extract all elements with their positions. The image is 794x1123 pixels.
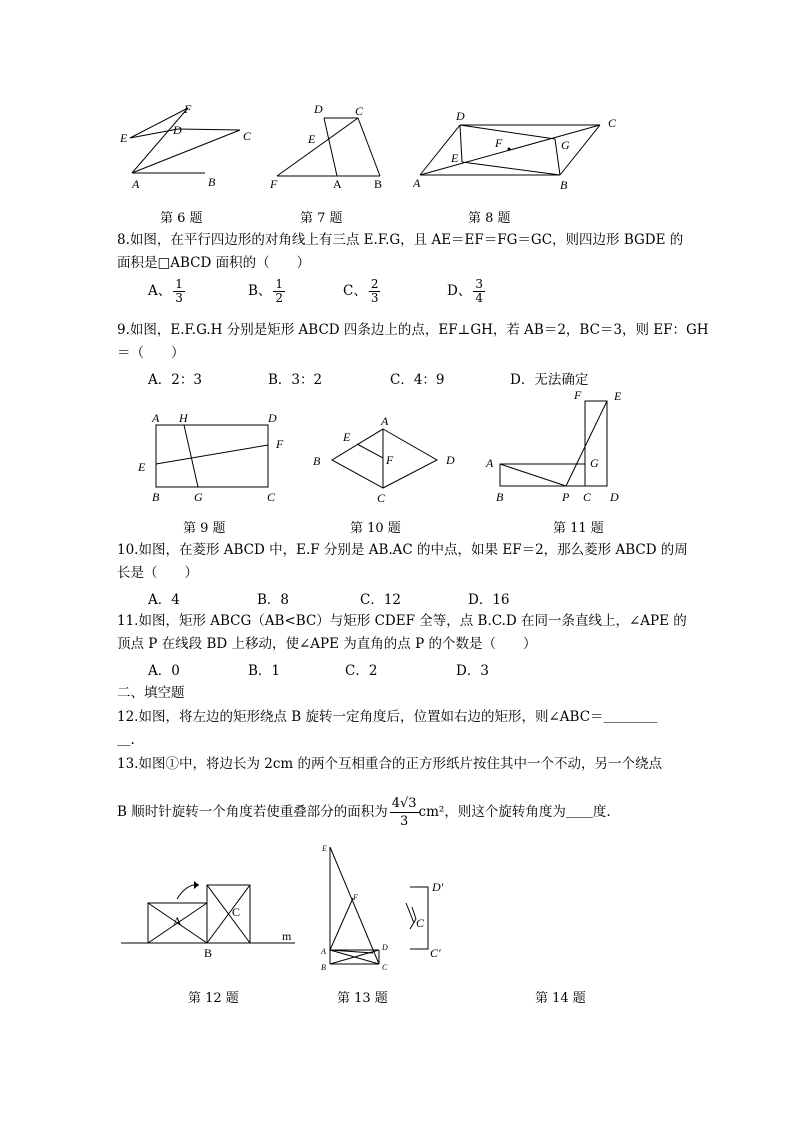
- f11-label: P: [562, 490, 570, 504]
- f7-label: F: [270, 177, 278, 191]
- figure-8: [405, 105, 625, 195]
- q8-line1: 8.如图，在平行四边形的对角线上有三点 E.F.G，且 AE＝EF＝FG＝GC，则四边形 BGDE 的: [117, 232, 684, 248]
- q9-line2: ＝（ ）: [117, 345, 185, 361]
- q10-option-d[interactable]: D．16: [468, 592, 510, 608]
- q11-line2: 顶点 P 在线段 BD 上移动，使∠APE 为直角的点 P 的个数是（ ）: [117, 636, 537, 652]
- f6-label: A: [132, 177, 140, 191]
- q8-option-d[interactable]: D、 $\frac{3}{4}$: [447, 277, 483, 305]
- q8-option-a[interactable]: A、 $\frac{1}{3}$: [148, 277, 183, 305]
- f8-label: C: [608, 116, 617, 130]
- f13-label: C: [382, 963, 388, 972]
- f6-label: E: [120, 131, 128, 145]
- f12-label: B: [204, 946, 213, 960]
- q8-option-c[interactable]: C、 $\frac{2}{3}$: [343, 277, 379, 305]
- f11-label: B: [496, 490, 504, 504]
- f13-label: F: [353, 893, 358, 902]
- f10-label: B: [313, 454, 321, 468]
- q10-option-b[interactable]: B．8: [257, 592, 290, 608]
- q11-option-c[interactable]: C．2: [345, 663, 378, 679]
- f8-label: B: [560, 178, 568, 192]
- f9-label: G: [194, 490, 203, 504]
- f9-label: E: [138, 460, 146, 474]
- f11-label: F: [574, 388, 582, 402]
- f8-label: G: [561, 138, 570, 152]
- f9-label: C: [267, 490, 276, 504]
- f14-label: D': [432, 880, 444, 894]
- f13-label: E: [322, 844, 327, 853]
- caption-fig12: 第 12 题: [188, 991, 239, 1006]
- f11-label: E: [614, 389, 622, 403]
- f9-label: H: [179, 411, 188, 425]
- f10-label: E: [343, 430, 351, 444]
- q11-option-a[interactable]: A．0: [148, 663, 180, 679]
- q9-option-b[interactable]: B．3：2: [268, 372, 323, 388]
- f13-label: B: [321, 963, 326, 972]
- figure-11: [480, 387, 630, 510]
- figure-12: [115, 875, 305, 960]
- caption-fig14: 第 14 题: [535, 991, 586, 1006]
- f9-label: F: [276, 437, 284, 451]
- q8-option-b[interactable]: B、 $\frac{1}{2}$: [248, 277, 284, 305]
- f7-label: C: [355, 104, 364, 118]
- caption-fig11: 第 11 题: [553, 521, 604, 536]
- f12-label: C: [232, 905, 241, 919]
- f10-label: D: [446, 453, 455, 467]
- q13-line1: 13.如图①中，将边长为 2cm 的两个互相重合的正方形纸片按住其中一个不动，另一个绕点: [117, 756, 663, 772]
- f10-label: A: [381, 414, 389, 428]
- f9-label: B: [152, 490, 160, 504]
- f6-label: C: [243, 129, 252, 143]
- f12-label: A: [173, 914, 182, 928]
- f8-label: E: [451, 151, 459, 165]
- f9-label: A: [152, 411, 160, 425]
- figure-13: [315, 840, 395, 980]
- figure-10: [305, 408, 465, 510]
- caption-fig6: 第 6 题: [160, 211, 203, 226]
- f8-label: A: [413, 176, 421, 190]
- figure-14: [400, 875, 465, 965]
- caption-fig10: 第 10 题: [350, 521, 401, 536]
- figure-9: [130, 405, 300, 510]
- figure-6: [110, 100, 270, 195]
- f11-label: G: [590, 456, 599, 470]
- caption-fig9: 第 9 题: [183, 521, 226, 536]
- f10-label: C: [377, 491, 386, 505]
- f6-label: D: [173, 123, 182, 137]
- f14-label: C': [430, 946, 441, 960]
- f11-label: D: [610, 490, 619, 504]
- caption-fig8: 第 8 题: [468, 211, 511, 226]
- q9-option-d[interactable]: D．无法确定: [510, 372, 589, 388]
- f9-label: D: [268, 411, 277, 425]
- figure-7: [262, 98, 402, 195]
- f7-label: D: [314, 102, 323, 116]
- q9-option-c[interactable]: C．4：9: [390, 372, 445, 388]
- f7-label: A: [333, 177, 342, 191]
- f10-label: F: [386, 453, 394, 467]
- q10-option-a[interactable]: A．4: [148, 592, 180, 608]
- f14-label: C: [416, 916, 425, 930]
- f12-label: m: [282, 929, 292, 943]
- f11-label: C: [583, 490, 592, 504]
- q10-option-c[interactable]: C．12: [360, 592, 402, 608]
- q12-line2: ＿.: [117, 732, 135, 748]
- f13-label: D: [382, 943, 388, 952]
- f6-label: B: [208, 175, 216, 189]
- q11-option-d[interactable]: D．3: [456, 663, 489, 679]
- caption-fig7: 第 7 题: [300, 211, 343, 226]
- q10-line2: 长是（ ）: [117, 565, 198, 581]
- q9-line1: 9.如图，E.F.G.H 分别是矩形 ABCD 四条边上的点，EF⊥GH，若 AB＝2，BC＝3，则 EF：GH: [117, 322, 709, 338]
- section-fill-blank-title: 二、填空题: [117, 685, 185, 701]
- q11-line1: 11.如图，矩形 ABCG（AB<BC）与矩形 CDEF 全等，点 B.C.D 在同一条直线上，∠APE 的: [117, 613, 687, 629]
- f11-label: A: [486, 456, 494, 470]
- q10-line1: 10.如图，在菱形 ABCD 中，E.F 分别是 AB.AC 的中点，如果 EF＝2，那么菱形 ABCD 的周: [117, 542, 688, 558]
- q11-option-b[interactable]: B．1: [248, 663, 281, 679]
- q9-option-a[interactable]: A．2：3: [148, 372, 202, 388]
- f6-label: F: [184, 102, 192, 116]
- f8-label: D: [456, 109, 465, 123]
- q13-line2: B 顺时针旋转一个角度若使重叠部分的面积为 $\frac{4√3}{3}$ cm²，则这个旋转角度为＿＿度.: [117, 796, 611, 829]
- caption-fig13: 第 13 题: [337, 991, 388, 1006]
- q8-line2: 面积是□ABCD 面积的（ ）: [117, 255, 311, 271]
- f7-label: B: [374, 177, 383, 191]
- q12-line1: 12.如图，将左边的矩形绕点 B 旋转一定角度后，位置如右边的矩形，则∠ABC＝＿＿＿＿: [117, 709, 658, 725]
- f13-label: A: [321, 947, 326, 956]
- f8-label: F: [495, 136, 503, 150]
- f7-label: E: [308, 132, 316, 146]
